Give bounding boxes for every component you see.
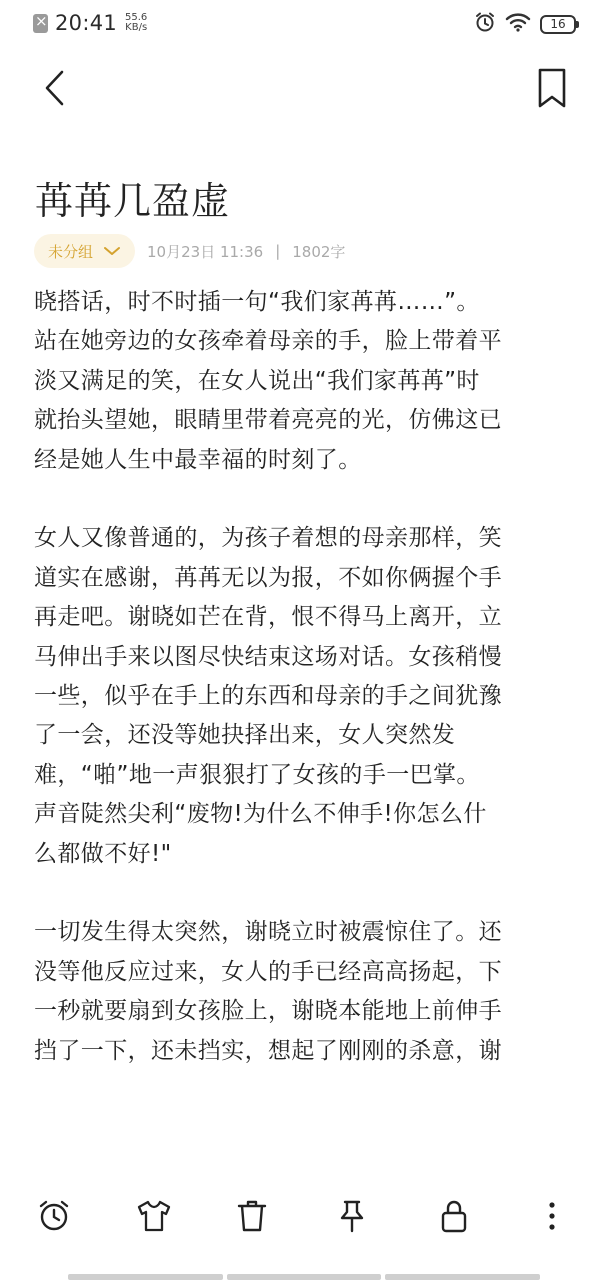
battery-icon: 16 <box>540 15 576 34</box>
back-button[interactable] <box>38 66 72 110</box>
note-body[interactable] <box>34 283 579 1173</box>
more-button[interactable] <box>530 1194 574 1238</box>
system-nav-indicator <box>68 1274 540 1280</box>
paragraph: 一切发生得太突然，谢晓立时被震惊住了。还 没等他反应过来，女人的手已经高高扬起，下 一秒就要扇到女孩脸上，谢晓本能地上前伸手 挡了一下，还未挡实，想起了刚刚的杀意，谢 <box>34 919 502 1064</box>
note-title[interactable]: 苒苒几盈虚 <box>35 179 231 223</box>
reminder-button[interactable] <box>32 1194 76 1238</box>
more-vertical-icon <box>547 1201 557 1231</box>
sim-icon <box>33 14 48 33</box>
folder-selector[interactable] <box>34 234 135 268</box>
delete-button[interactable] <box>230 1194 274 1238</box>
pin-icon <box>336 1198 368 1234</box>
paragraph: 晓搭话，时不时插一句“我们家苒苒……”。 站在她旁边的女孩牵着母亲的手，脸上带着平 淡又满足的笑，在女人说出“我们家苒苒”时 就抬头望她，眼睛里带着亮亮的光，仿佛这已 经是她人生中最幸福的时刻了。 <box>34 289 502 473</box>
bookmark-button[interactable] <box>532 64 572 112</box>
folder-label: 未分组 <box>48 242 94 261</box>
theme-button[interactable] <box>132 1194 176 1238</box>
bottom-toolbar <box>0 1174 606 1258</box>
alarm-clock-icon <box>36 1198 72 1234</box>
wifi-icon <box>505 12 531 36</box>
note-date: 10月23日 11:36 <box>147 242 264 261</box>
pin-button[interactable] <box>330 1194 374 1238</box>
content-fade <box>0 1130 606 1174</box>
note-meta <box>34 234 345 268</box>
chevron-left-icon <box>38 66 72 110</box>
paragraph: 女人又像普通的，为孩子着想的母亲那样，笑 道实在感谢，苒苒无以为报，不如你俩握个手 再走吧。谢晓如芒在背，恨不得马上离开，立 马伸出手来以图尽快结束这场对话。女孩稍慢 一些，似乎在手上的东西和母亲的手之间犹豫 了一会，还没等她抉择出来，女人突然发 难，“啪”地一声狠狠打了女孩的手一巴掌。 声音陡然尖利“废物!为什么不伸手!你怎么什 么都做不好!" <box>34 525 502 867</box>
network-speed: 55.6 KB/s <box>125 12 148 33</box>
status-bar <box>0 0 606 48</box>
alarm-clock-icon <box>474 11 496 37</box>
word-count: 1802字 <box>292 242 346 261</box>
trash-icon <box>236 1198 268 1234</box>
lock-icon <box>439 1198 469 1234</box>
lock-button[interactable] <box>432 1194 476 1238</box>
tshirt-icon <box>135 1198 173 1234</box>
chevron-down-icon <box>103 246 121 256</box>
bookmark-icon <box>532 64 572 112</box>
status-time: 20:41 <box>55 11 118 35</box>
meta-separator: | <box>275 242 281 260</box>
